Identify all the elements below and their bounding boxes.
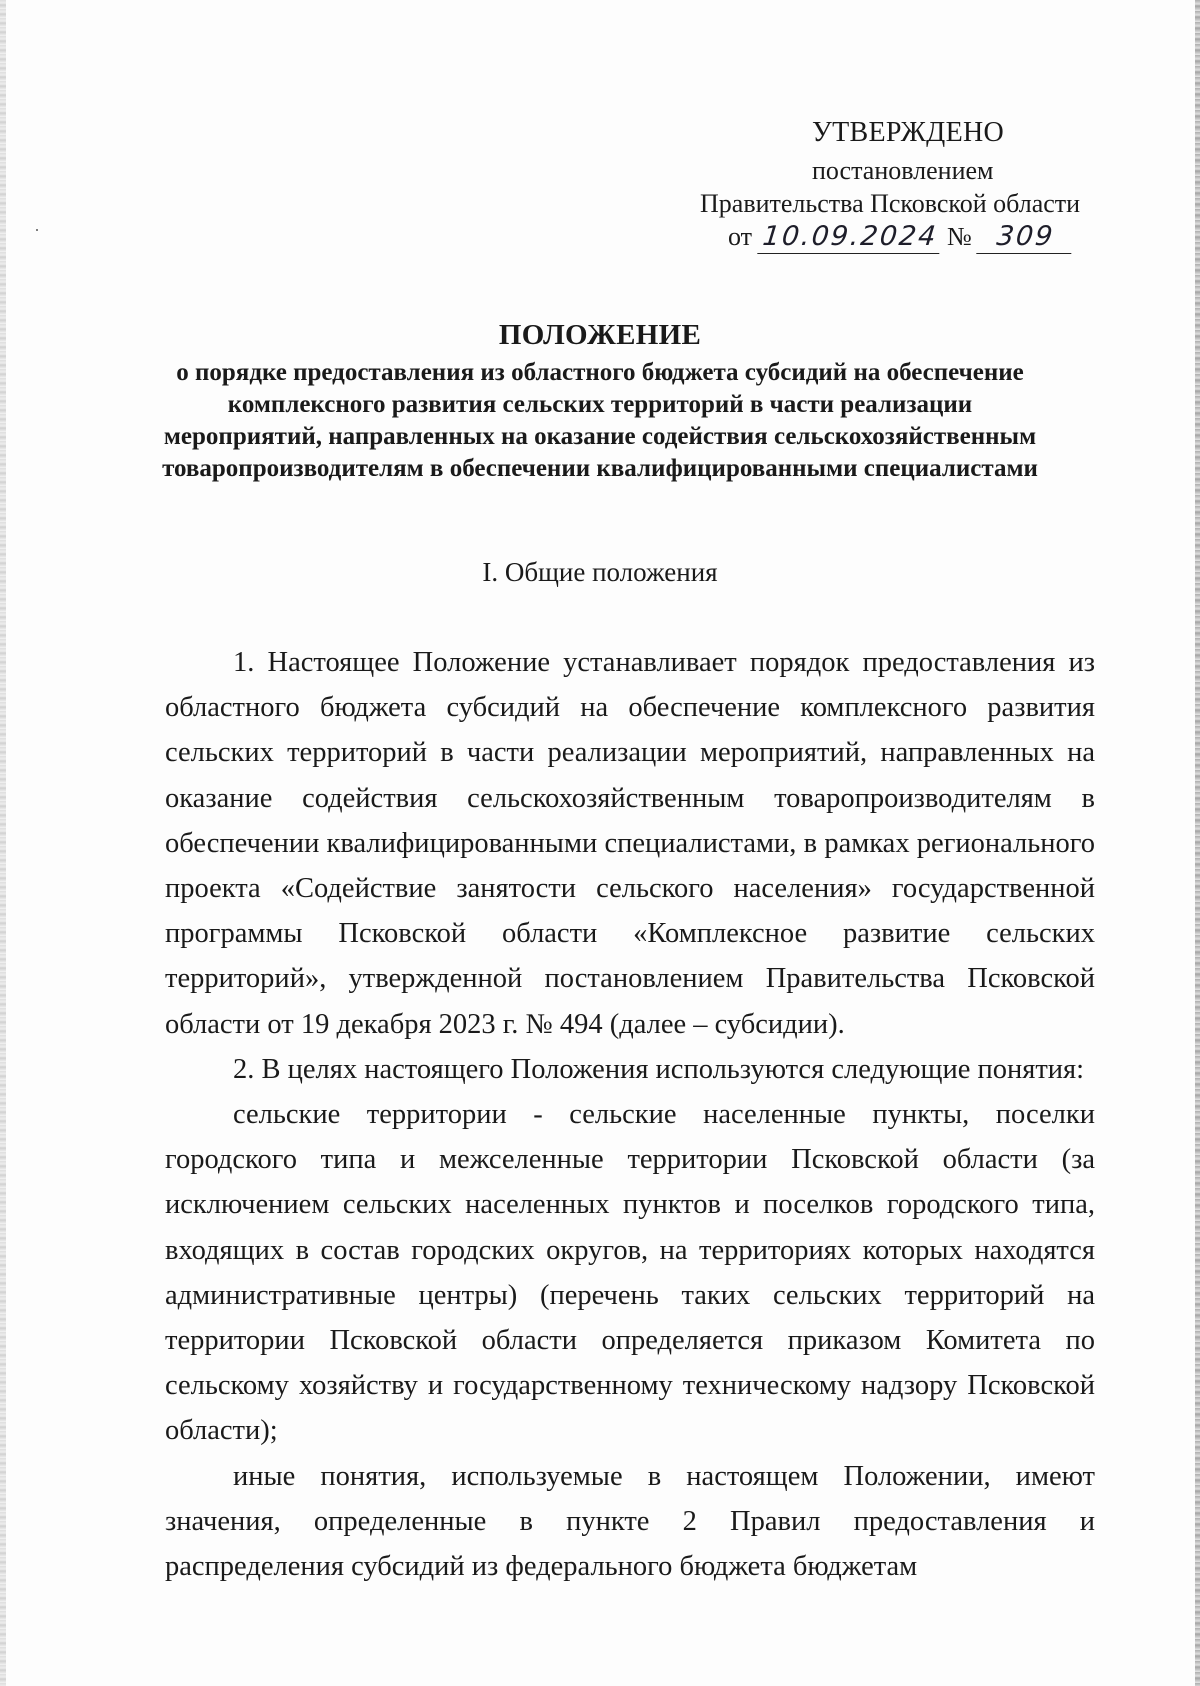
- document-title: ПОЛОЖЕНИЕ: [498, 319, 702, 351]
- approval-date-number-line: [728, 221, 1073, 254]
- document-title-block: [150, 318, 1050, 485]
- paragraph-1: 1. Настоящее Положение устанавливает порядок предоставления из областного бюджета субсидий на обеспечение комплексного развития сельских территорий в части реализации мероприятий, направленных на оказание содействия сельскохозяйственным товаропроизводителям в обеспечении квалифицированными специалистами, в рамках регионального проекта «Содействие занятости сельского населения» государственной программы Псковской области «Комплексное развитие сельских территорий», утвержденной постановлением Правительства Псковской области от 19 декабря 2023 г. № 494 (далее – субсидии).: [165, 647, 1095, 1040]
- document-body: [165, 640, 1095, 1589]
- scan-edge-right: [1195, 0, 1200, 1686]
- handwritten-date: 10.09.2024: [757, 221, 942, 254]
- scan-edge-left: [0, 0, 6, 1686]
- date-prefix: от: [728, 222, 753, 251]
- approval-stamp: УТВЕРЖДЕНО: [812, 117, 1005, 148]
- paragraph-definition-other: иные понятия, используемые в настоящем Положении, имеют значения, определенные в пункте 2 Правил предоставления и распределения субсидий из федерального бюджета бюджетам: [165, 1460, 1095, 1583]
- handwritten-number: 309: [977, 221, 1075, 254]
- paragraph-2: 2. В целях настоящего Положения используются следующие понятия:: [233, 1053, 1085, 1085]
- scan-speck: [36, 229, 38, 231]
- paragraph-definition-rural: сельские территории - сельские населенные пункты, поселки городского типа и межселенные территории Псковской области (за исключением сельских населенных пунктов и поселков городского типа, входящих в состав городских округов, на территориях которых находятся административные центры) (перечень таких сельских территорий на территории Псковской области определяется приказом Комитета по сельскому хозяйству и государственному техническому надзору Псковской области);: [165, 1099, 1095, 1447]
- section-heading: I. Общие положения: [482, 557, 718, 587]
- approval-line-government: Правительства Псковской области: [700, 189, 1081, 218]
- approval-line-resolution: постановлением: [812, 156, 994, 185]
- number-label: №: [947, 222, 972, 251]
- document-subtitle: о порядке предоставления из областного бюджета субсидий на обеспечение комплексного развития сельских территорий в части реализации мероприятий, направленных на оказание содействия сельскохозяйственным товаропроизводителям в обеспечении квалифицированными специалистами: [162, 359, 1038, 482]
